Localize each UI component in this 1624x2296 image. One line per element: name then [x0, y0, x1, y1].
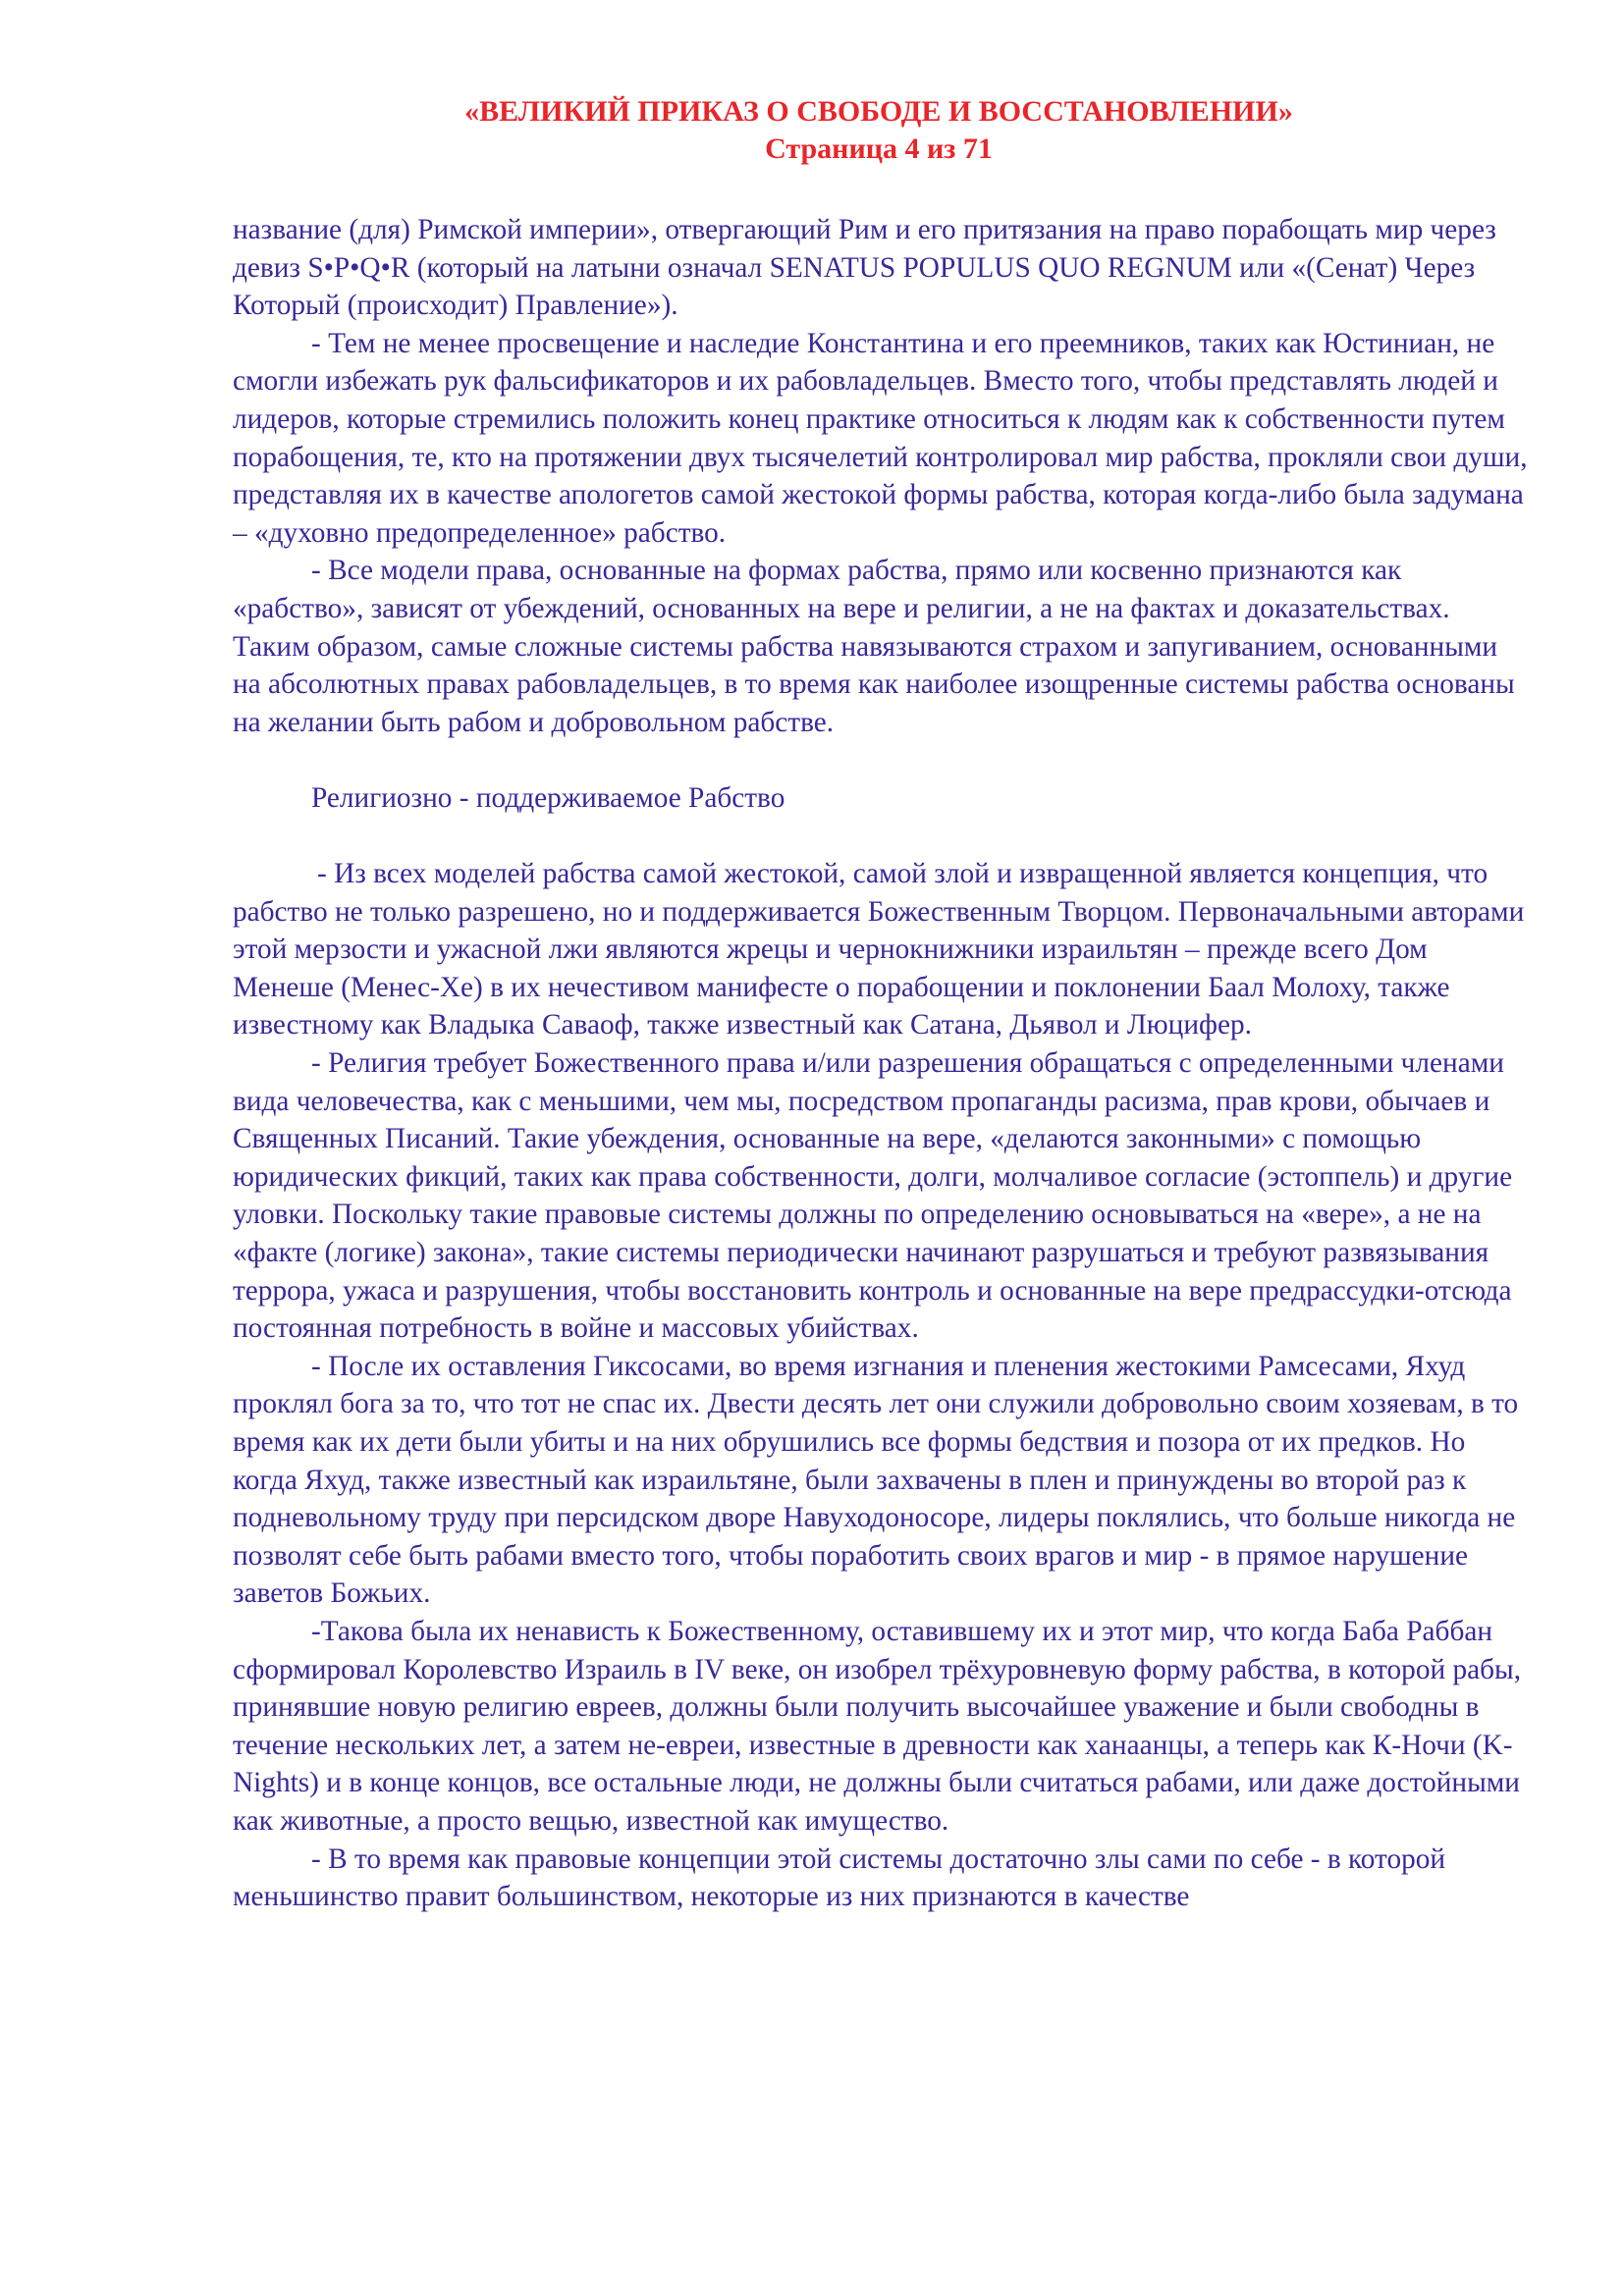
- paragraph-5: - Религия требует Божественного права и/или разрешения обращаться с определенными членами вида человечества, как с меньшими, чем мы, посредством пропаганды расизма, прав крови, обычаев и Священных Писаний. Такие убеждения, основанные на вере, «делаются законными» с помощью юридических фикций, таких как права собственности, долги, молчаливое согласие (эстоппель) и другие уловки. Поскольку такие правовые системы должны по определению основываться на «вере», а не на «факте (логике) закона», такие системы периодически начинают разрушаться и требуют развязывания террора, ужаса и разрушения, чтобы восстановить контроль и основанные на вере предрассудки-отсюда постоянная потребность в войне и массовых убийствах.: [233, 1047, 1513, 1345]
- paragraph-1: название (для) Римской империи», отвергающий Рим и его притязания на право порабощать мир через девиз S•P•Q•R (который на латыни означал SENATUS POPULUS QUO REGNUM или «(Сенат) Через Который (происходит) Правление»).: [233, 214, 1496, 322]
- document-body: [233, 211, 1529, 1916]
- spacer: [233, 818, 1529, 856]
- document-header: [0, 93, 1624, 168]
- spacer: [233, 741, 1529, 779]
- paragraph-4: - Из всех моделей рабства самой жестокой, самой злой и извращенной является концепция, что рабство не только разрешено, но и поддерживается Божественным Творцом. Первоначальными авторами этой мерзости и ужасной лжи являются жрецы и чернокнижники израильтян – прежде всего Дом Менеше (Менес-Хе) в их нечестивом манифесте о порабощении и поклонении Баал Молоху, также известному как Владыка Саваоф, также известный как Сатана, Дьявол и Люцифер.: [233, 858, 1525, 1041]
- paragraph-7: -Такова была их ненависть к Божественному, оставившему их и этот мир, что когда Баба Раббан сформировал Королевство Израиль в IV веке, он изобрел трёхуровневую форму рабства, в которой рабы, принявшие новую религию евреев, должны были получить высочайшее уважение и были свободны в течение нескольких лет, а затем не-евреи, известные в древности как ханаанцы, а теперь как К-Ночи (K-Nights) и в конце концов, все остальные люди, не должны были считаться рабами, или даже достойными как животные, а просто вещью, известной как имущество.: [233, 1615, 1522, 1837]
- document-title: «ВЕЛИКИЙ ПРИКАЗ О СВОБОДЕ И ВОССТАНОВЛЕНИИ»: [464, 95, 1293, 128]
- paragraph-2: - Тем не менее просвещение и наследие Константина и его преемников, таких как Юстиниан, не смогли избежать рук фальсификаторов и их рабовладельцев. Вместо того, чтобы представлять людей и лидеров, которые стремились положить конец практике относиться к людям как к собственности путем порабощения, те, кто на протяжении двух тысячелетий контролировал мир рабства, прокляли свои души, представляя их в качестве апологетов самой жестокой формы рабства, которая когда-либо была задумана – «духовно предопределенное» рабство.: [233, 327, 1528, 549]
- paragraph-3: - Все модели права, основанные на формах рабства, прямо или косвенно признаются как «рабство», зависят от убеждений, основанных на вере и религии, а не на фактах и доказательствах. Таким образом, самые сложные системы рабства навязываются страхом и запугиванием, основанными на абсолютных правах рабовладельцев, в то время как наиболее изощренные системы рабства основаны на желании быть рабом и добровольном рабстве.: [233, 555, 1515, 738]
- page-indicator: Страница 4 из 71: [765, 133, 993, 165]
- paragraph-8: - В то время как правовые концепции этой системы достаточно злы сами по себе - в которой меньшинство правит большинством, некоторые из них признаются в качестве: [233, 1842, 1446, 1913]
- paragraph-6: - После их оставления Гиксосами, во время изгнания и пленения жестокими Рамсесами, Яхуд проклял бога за то, что тот не спас их. Двести десять лет они служили добровольно своим хозяевам, в то время как их дети были убиты и на них обрушились все формы бедствия и позора от их предков. Но когда Яхуд, также известный как израильтяне, были захвачены в плен и принуждены во второй раз к подневольному труду при персидском дворе Навуходоносоре, лидеры поклялись, что больше никогда не позволят себе быть рабами вместо того, чтобы поработить своих врагов и мир - в прямое нарушение заветов Божьих.: [233, 1350, 1519, 1610]
- section-heading: Религиозно - поддерживаемое Рабство: [311, 781, 785, 814]
